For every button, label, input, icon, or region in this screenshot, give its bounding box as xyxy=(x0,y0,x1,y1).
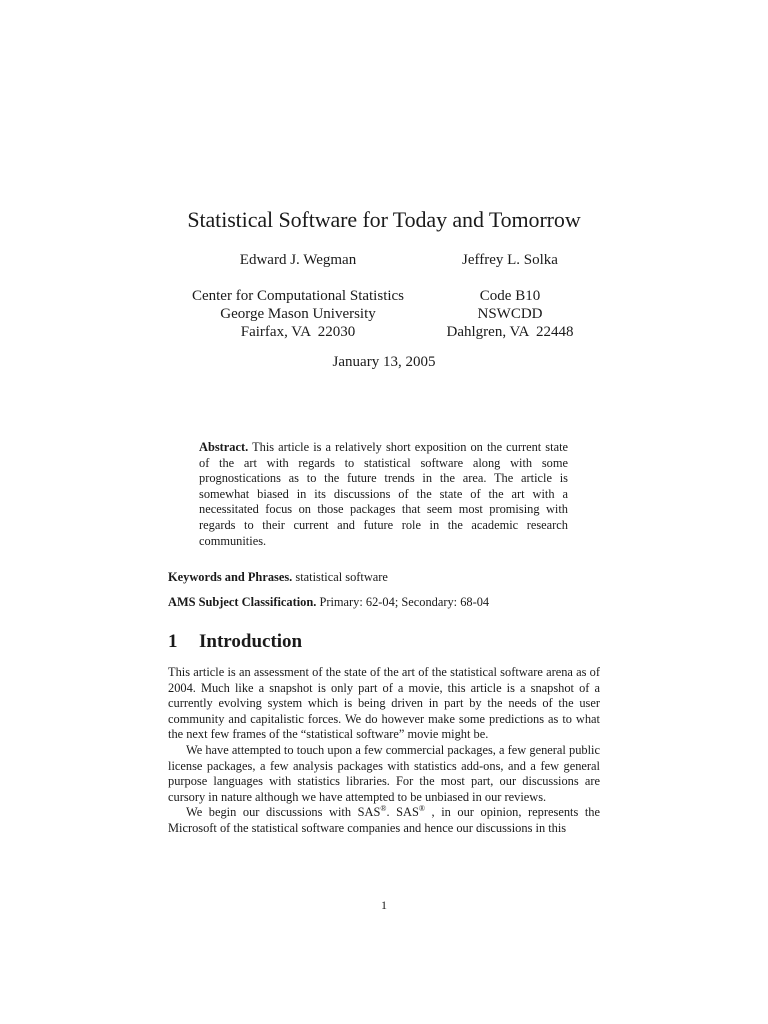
page-number: 1 xyxy=(381,898,387,912)
paragraph: We have attempted to touch upon a few commercial packages, a few general public license packages, a few analysis packages with statistics add-ons, and a few general purpose languages with statistics libraries. For the most part, our discussions are cursory in nature although we have attempted to be unbiased in our reviews. xyxy=(168,742,600,804)
registered-mark: ® xyxy=(380,804,387,814)
affiliation-line: NSWCDD xyxy=(477,306,543,322)
author-name: Jeffrey L. Solka xyxy=(462,252,558,268)
section-title: Introduction xyxy=(199,631,303,652)
author-affiliation xyxy=(434,287,586,341)
paragraph-text: We begin our discussions with SAS xyxy=(186,805,381,820)
author-affiliation xyxy=(168,287,428,341)
author-name: Edward J. Wegman xyxy=(239,252,357,268)
affiliation-line: Center for Computational Statistics xyxy=(191,288,405,304)
paragraph xyxy=(168,805,600,836)
affiliation-line: Dahlgren, VA 22448 xyxy=(446,324,574,340)
paragraph: This article is an assessment of the state of the art of the statistical software arena as of 2004. Much like a snapshot is only part of a movie, this article is a snapshot of a currently evolving system which is being driven in part by the needs of the user community and capitalistic forces. We do however make some predictions as to what the next few frames of the “statistical software” movie might be. xyxy=(168,665,600,742)
ams-text: Primary: 62-04; Secondary: 68-04 xyxy=(319,595,490,609)
affiliation-line: Code B10 xyxy=(479,288,541,304)
abstract xyxy=(199,440,568,549)
paper-title: Statistical Software for Today and Tomorrow xyxy=(187,207,581,232)
section-heading xyxy=(168,630,302,654)
keywords-text: statistical software xyxy=(295,570,388,584)
paragraph-text: , in our opinion, represents the Microsoft of the statistical software companies and hence our discussions in this xyxy=(168,805,600,835)
registered-mark: ® xyxy=(418,804,425,814)
abstract-text: This article is a relatively short exposition on the current state of the art with regards to statistical software along with some prognostications as to the future trends in the area. The article is somewhat biased in its discussions of the state of the art with a necessitated focus on those packages that seem most promising with regards to their current and future role in the academic research communities. xyxy=(199,440,569,548)
paragraph-text: . SAS xyxy=(386,805,419,820)
section-number: 1 xyxy=(168,631,178,652)
affiliation-line: George Mason University xyxy=(220,306,376,322)
section-body xyxy=(168,665,600,837)
paper-date: January 13, 2005 xyxy=(332,354,436,370)
keywords xyxy=(168,570,600,585)
affiliation-line: Fairfax, VA 22030 xyxy=(240,324,356,340)
ams-classification xyxy=(168,595,600,610)
abstract-label: Abstract. xyxy=(199,440,249,454)
keywords-label: Keywords and Phrases. xyxy=(168,570,293,584)
ams-label: AMS Subject Classification. xyxy=(168,595,317,609)
